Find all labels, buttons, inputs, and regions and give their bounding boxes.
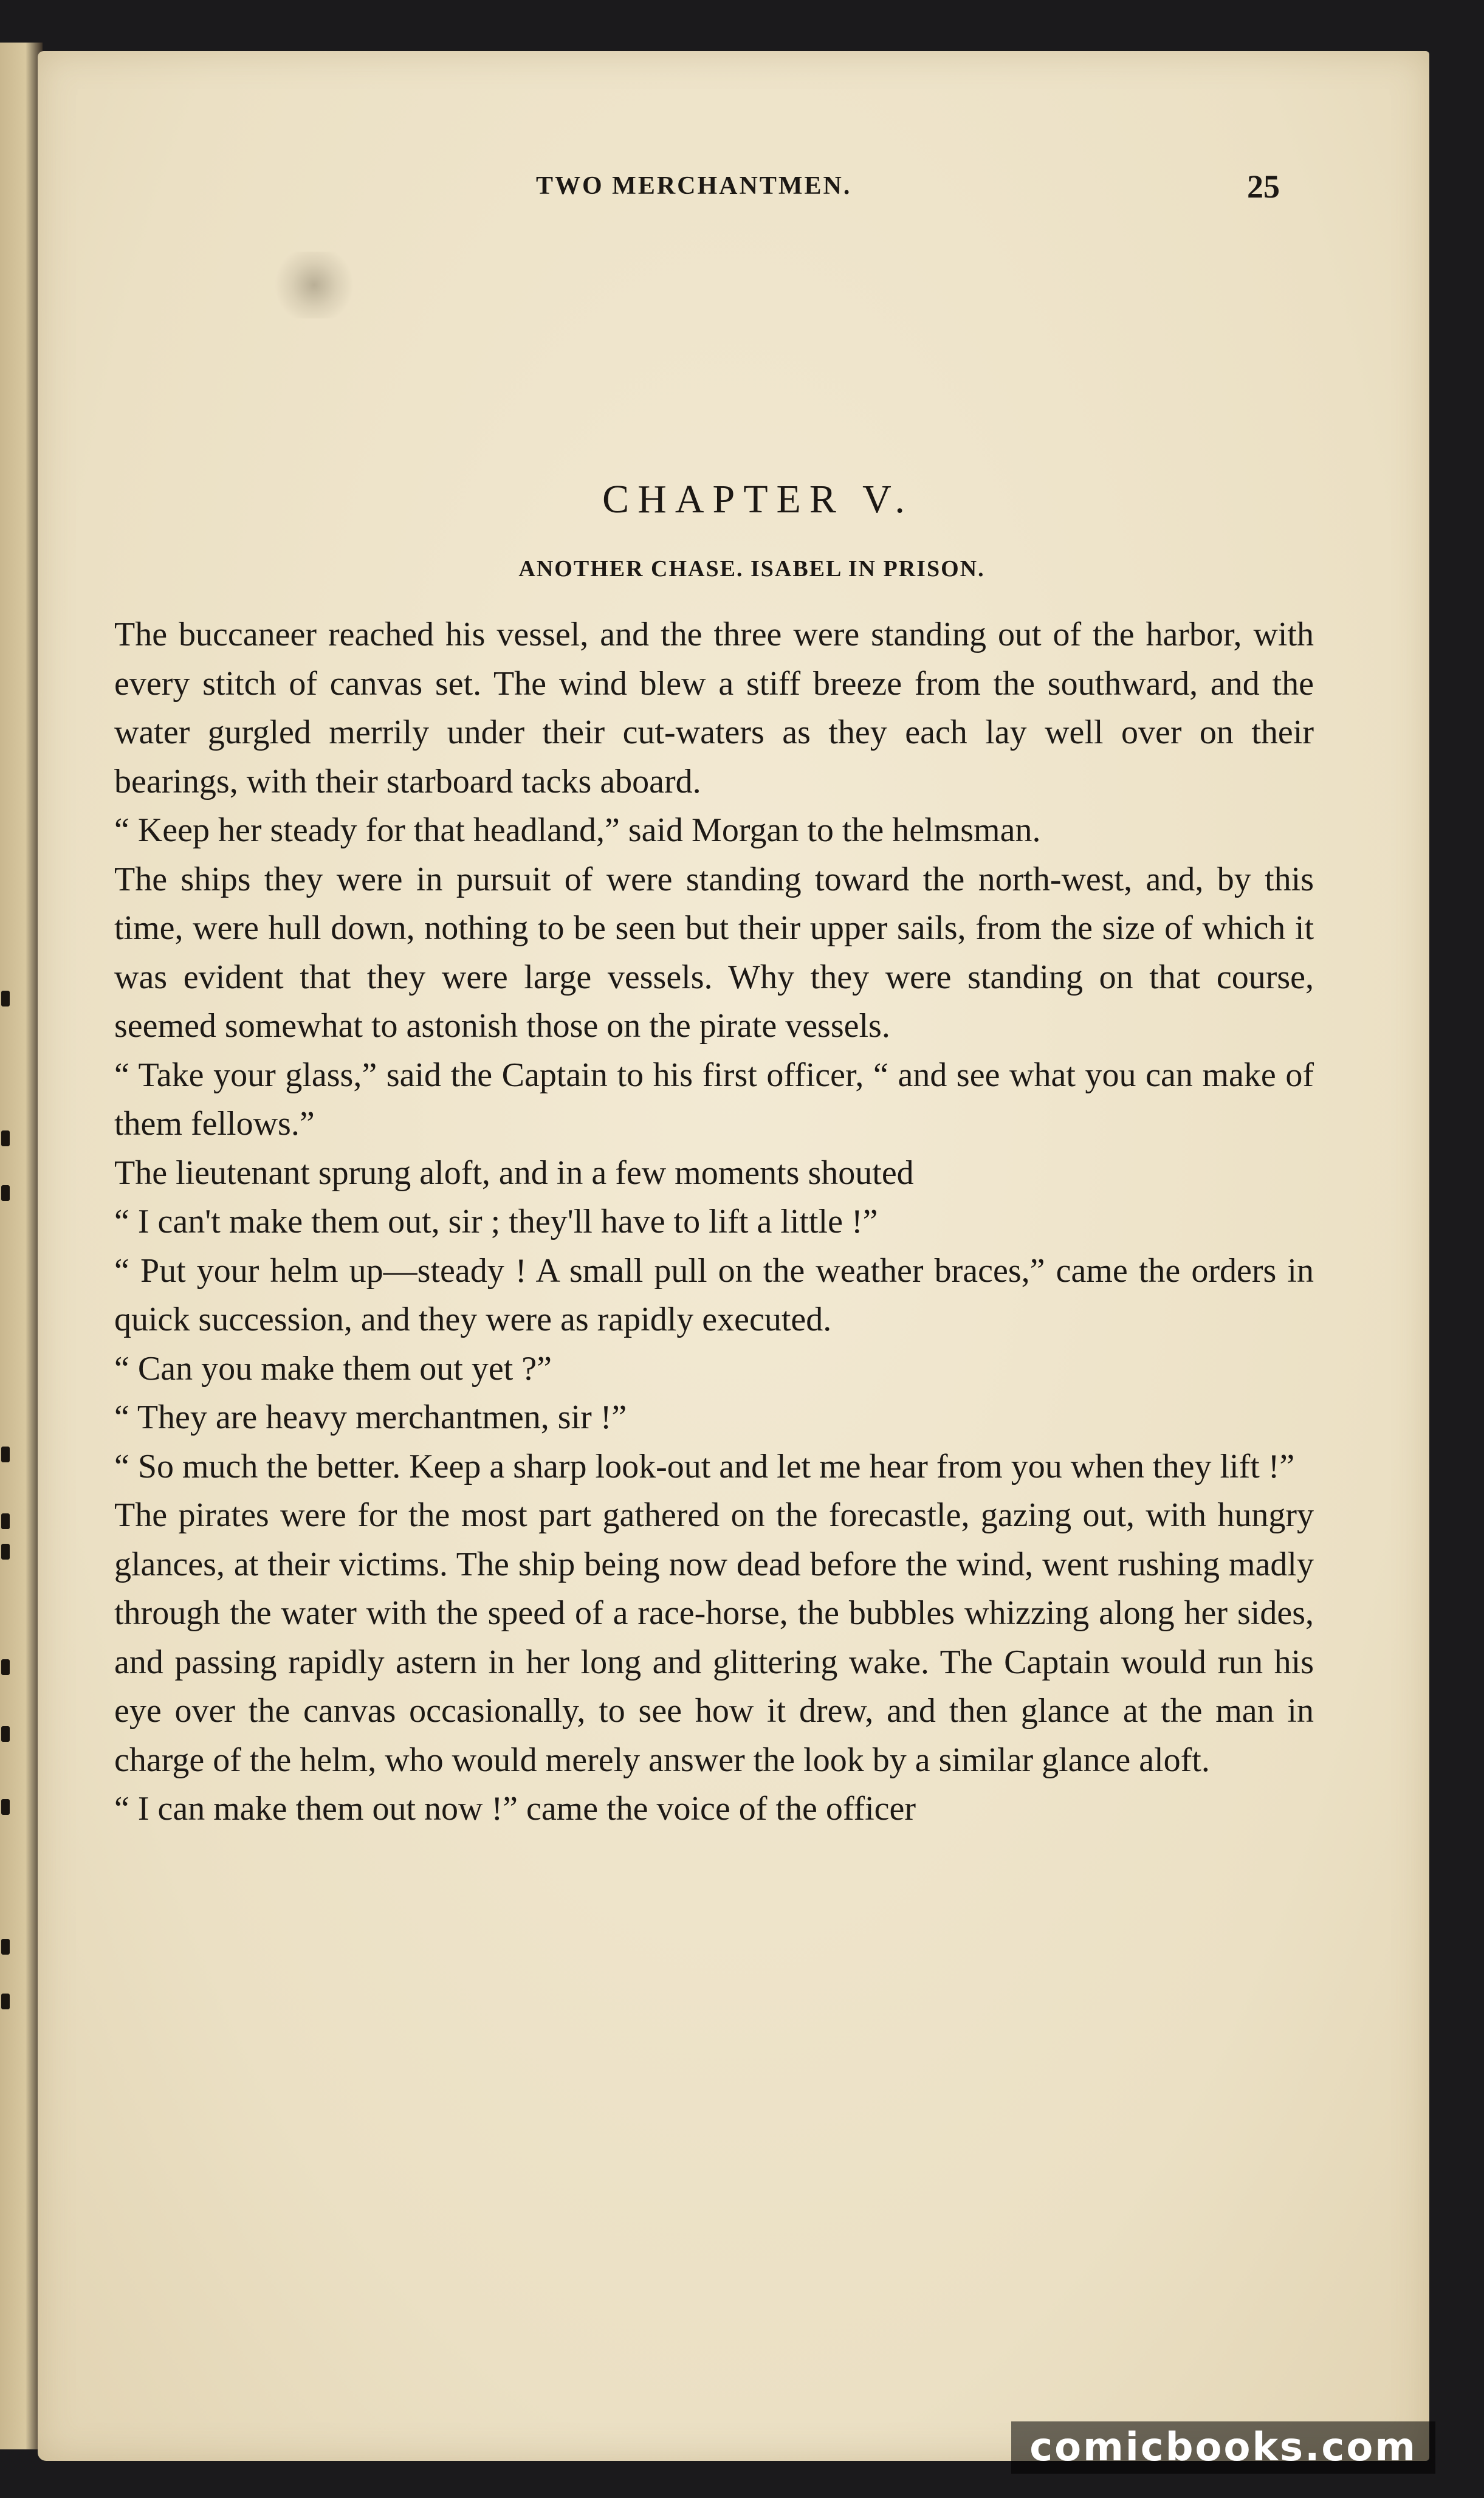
paragraph: “ So much the better. Keep a sharp look-out and let me hear from you when they lift !”: [114, 1447, 1295, 1485]
paragraph: The ships they were in pursuit of were standing toward the north-west, and, by this time, were hull down, nothing to be seen but their upper sails, from the size of which it was evident that they were large vessels. Why they were standing on that course, seemed somewhat to astonish those on the pirate vessels.: [114, 860, 1314, 1045]
body-text: [114, 610, 1314, 1834]
paragraph: “ They are heavy merchantmen, sir !”: [114, 1399, 627, 1436]
facing-page-edge: [0, 43, 43, 2449]
ink-smudge: [269, 252, 360, 318]
watermark: comicbooks.com: [1011, 2421, 1435, 2474]
paragraph: “ Put your helm up—steady ! A small pull on the weather braces,” came the orders in quick succession, and they were as rapidly executed.: [114, 1251, 1314, 1338]
paragraph: “ Keep her steady for that headland,” said Morgan to the helmsman.: [114, 811, 1041, 849]
paragraph: “ Can you make them out yet ?”: [114, 1349, 552, 1388]
paragraph: The lieutenant sprung aloft, and in a few moments shouted: [114, 1154, 914, 1192]
paragraph: The pirates were for the most part gathered on the forecastle, gazing out, with hungry glances, at their victims. The ship being now dead before the wind, went rushing madly through the water with the speed of a race-horse, the bubbles whizzing along her sides, and passing rapidly astern in her long and glittering wake. The Captain would run his eye over the canvas occasionally, to see how it drew, and then glance at the man in charge of the helm, who would merely answer the look by a similar glance aloft.: [114, 1496, 1314, 1779]
book-page: [38, 51, 1429, 2461]
paragraph: “ I can't make them out, sir ; they'll have to lift a little !”: [114, 1203, 878, 1240]
paragraph: “ I can make them out now !” came the voice of the officer: [114, 1790, 916, 1828]
page-number: 25: [1247, 168, 1280, 205]
running-title: TWO MERCHANTMEN.: [536, 172, 852, 200]
paragraph: The buccaneer reached his vessel, and the three were standing out of the harbor, with every stitch of canvas set. The wind blew a stiff breeze from the southward, and the water gurgled merrily under their cut-waters as they each lay well over on their bearings, with their starboard tacks aboard.: [114, 616, 1314, 800]
paragraph: “ Take your glass,” said the Captain to his first officer, “ and see what you can make of them fellows.”: [114, 1056, 1314, 1143]
running-head: [38, 168, 1429, 208]
chapter-title: CHAPTER V.: [602, 477, 913, 521]
chapter-subtitle: ANOTHER CHASE. ISABEL IN PRISON.: [518, 556, 985, 582]
